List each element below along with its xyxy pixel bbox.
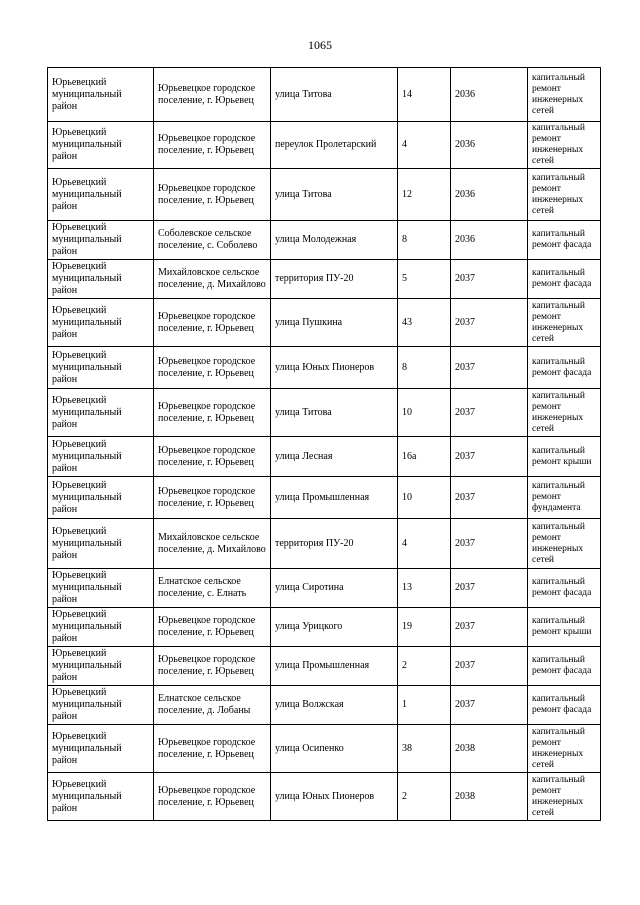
house-number-cell: 2	[398, 773, 451, 821]
house-number-cell: 10	[398, 477, 451, 519]
house-number-cell: 12	[398, 169, 451, 221]
district-cell: Юрьевецкий муниципальный район	[48, 569, 154, 608]
street-cell: улица Титова	[271, 389, 398, 437]
settlement-cell: Юрьевецкое городское поселение, г. Юрьевец	[154, 122, 271, 169]
street-cell: территория ПУ-20	[271, 519, 398, 569]
year-cell: 2036	[451, 122, 528, 169]
district-cell: Юрьевецкий муниципальный район	[48, 647, 154, 686]
street-cell: улица Урицкого	[271, 608, 398, 647]
table-row	[48, 725, 601, 773]
repair-schedule-table	[47, 67, 601, 821]
year-cell: 2037	[451, 569, 528, 608]
year-cell: 2038	[451, 773, 528, 821]
year-cell: 2037	[451, 519, 528, 569]
district-cell: Юрьевецкий муниципальный район	[48, 122, 154, 169]
table-row	[48, 299, 601, 347]
street-cell: переулок Пролетарский	[271, 122, 398, 169]
settlement-cell: Юрьевецкое городское поселение, г. Юрьевец	[154, 68, 271, 122]
house-number-cell: 4	[398, 122, 451, 169]
house-number-cell: 5	[398, 260, 451, 299]
settlement-cell: Юрьевецкое городское поселение, г. Юрьевец	[154, 389, 271, 437]
house-number-cell: 43	[398, 299, 451, 347]
settlement-cell: Юрьевецкое городское поселение, г. Юрьевец	[154, 299, 271, 347]
district-cell: Юрьевецкий муниципальный район	[48, 437, 154, 477]
work-type-cell: капитальный ремонт инженерных сетей	[528, 389, 601, 437]
table-row	[48, 569, 601, 608]
house-number-cell: 4	[398, 519, 451, 569]
house-number-cell: 1	[398, 686, 451, 725]
district-cell: Юрьевецкий муниципальный район	[48, 389, 154, 437]
district-cell: Юрьевецкий муниципальный район	[48, 169, 154, 221]
settlement-cell: Елнатское сельское поселение, д. Лобаны	[154, 686, 271, 725]
settlement-cell: Юрьевецкое городское поселение, г. Юрьевец	[154, 347, 271, 389]
page-number: 1065	[308, 38, 332, 52]
district-cell: Юрьевецкий муниципальный район	[48, 221, 154, 260]
house-number-cell: 19	[398, 608, 451, 647]
street-cell: улица Сиротина	[271, 569, 398, 608]
settlement-cell: Соболевское сельское поселение, с. Соболево	[154, 221, 271, 260]
work-type-cell: капитальный ремонт инженерных сетей	[528, 68, 601, 122]
year-cell: 2036	[451, 221, 528, 260]
street-cell: улица Пушкина	[271, 299, 398, 347]
street-cell: улица Промышленная	[271, 477, 398, 519]
table-row	[48, 221, 601, 260]
street-cell: улица Юных Пионеров	[271, 347, 398, 389]
settlement-cell: Михайловское сельское поселение, д. Михайлово	[154, 519, 271, 569]
settlement-cell: Юрьевецкое городское поселение, г. Юрьевец	[154, 647, 271, 686]
work-type-cell: капитальный ремонт инженерных сетей	[528, 169, 601, 221]
table-row	[48, 773, 601, 821]
table-row	[48, 519, 601, 569]
street-cell: улица Осипенко	[271, 725, 398, 773]
work-type-cell: капитальный ремонт фасада	[528, 260, 601, 299]
year-cell: 2037	[451, 608, 528, 647]
work-type-cell: капитальный ремонт крыши	[528, 608, 601, 647]
year-cell: 2036	[451, 68, 528, 122]
year-cell: 2037	[451, 686, 528, 725]
house-number-cell: 16а	[398, 437, 451, 477]
year-cell: 2037	[451, 647, 528, 686]
street-cell: улица Юных Пионеров	[271, 773, 398, 821]
house-number-cell: 10	[398, 389, 451, 437]
table-row	[48, 477, 601, 519]
house-number-cell: 8	[398, 221, 451, 260]
settlement-cell: Юрьевецкое городское поселение, г. Юрьевец	[154, 477, 271, 519]
work-type-cell: капитальный ремонт инженерных сетей	[528, 773, 601, 821]
year-cell: 2037	[451, 347, 528, 389]
work-type-cell: капитальный ремонт фасада	[528, 221, 601, 260]
settlement-cell: Юрьевецкое городское поселение, г. Юрьевец	[154, 608, 271, 647]
table-row	[48, 347, 601, 389]
work-type-cell: капитальный ремонт фасада	[528, 569, 601, 608]
district-cell: Юрьевецкий муниципальный район	[48, 299, 154, 347]
work-type-cell: капитальный ремонт инженерных сетей	[528, 725, 601, 773]
table-row	[48, 686, 601, 725]
district-cell: Юрьевецкий муниципальный район	[48, 773, 154, 821]
table-row	[48, 260, 601, 299]
year-cell: 2037	[451, 299, 528, 347]
house-number-cell: 14	[398, 68, 451, 122]
year-cell: 2037	[451, 260, 528, 299]
work-type-cell: капитальный ремонт фундамента	[528, 477, 601, 519]
table-row	[48, 389, 601, 437]
street-cell: улица Молодежная	[271, 221, 398, 260]
year-cell: 2037	[451, 477, 528, 519]
street-cell: улица Титова	[271, 68, 398, 122]
work-type-cell: капитальный ремонт инженерных сетей	[528, 122, 601, 169]
table-row	[48, 68, 601, 122]
work-type-cell: капитальный ремонт инженерных сетей	[528, 519, 601, 569]
district-cell: Юрьевецкий муниципальный район	[48, 68, 154, 122]
house-number-cell: 13	[398, 569, 451, 608]
district-cell: Юрьевецкий муниципальный район	[48, 477, 154, 519]
work-type-cell: капитальный ремонт фасада	[528, 686, 601, 725]
settlement-cell: Юрьевецкое городское поселение, г. Юрьевец	[154, 773, 271, 821]
street-cell: улица Волжская	[271, 686, 398, 725]
settlement-cell: Юрьевецкое городское поселение, г. Юрьевец	[154, 437, 271, 477]
street-cell: улица Лесная	[271, 437, 398, 477]
house-number-cell: 2	[398, 647, 451, 686]
work-type-cell: капитальный ремонт крыши	[528, 437, 601, 477]
street-cell: улица Промышленная	[271, 647, 398, 686]
settlement-cell: Михайловское сельское поселение, д. Михайлово	[154, 260, 271, 299]
settlement-cell: Юрьевецкое городское поселение, г. Юрьевец	[154, 169, 271, 221]
work-type-cell: капитальный ремонт инженерных сетей	[528, 299, 601, 347]
district-cell: Юрьевецкий муниципальный район	[48, 725, 154, 773]
year-cell: 2037	[451, 437, 528, 477]
year-cell: 2036	[451, 169, 528, 221]
district-cell: Юрьевецкий муниципальный район	[48, 608, 154, 647]
year-cell: 2037	[451, 389, 528, 437]
work-type-cell: капитальный ремонт фасада	[528, 647, 601, 686]
table-row	[48, 169, 601, 221]
table-row	[48, 647, 601, 686]
street-cell: улица Титова	[271, 169, 398, 221]
district-cell: Юрьевецкий муниципальный район	[48, 347, 154, 389]
district-cell: Юрьевецкий муниципальный район	[48, 260, 154, 299]
table-row	[48, 122, 601, 169]
table-row	[48, 437, 601, 477]
work-type-cell: капитальный ремонт фасада	[528, 347, 601, 389]
house-number-cell: 8	[398, 347, 451, 389]
year-cell: 2038	[451, 725, 528, 773]
district-cell: Юрьевецкий муниципальный район	[48, 519, 154, 569]
house-number-cell: 38	[398, 725, 451, 773]
settlement-cell: Елнатское сельское поселение, с. Елнать	[154, 569, 271, 608]
table-row	[48, 608, 601, 647]
street-cell: территория ПУ-20	[271, 260, 398, 299]
district-cell: Юрьевецкий муниципальный район	[48, 686, 154, 725]
settlement-cell: Юрьевецкое городское поселение, г. Юрьевец	[154, 725, 271, 773]
